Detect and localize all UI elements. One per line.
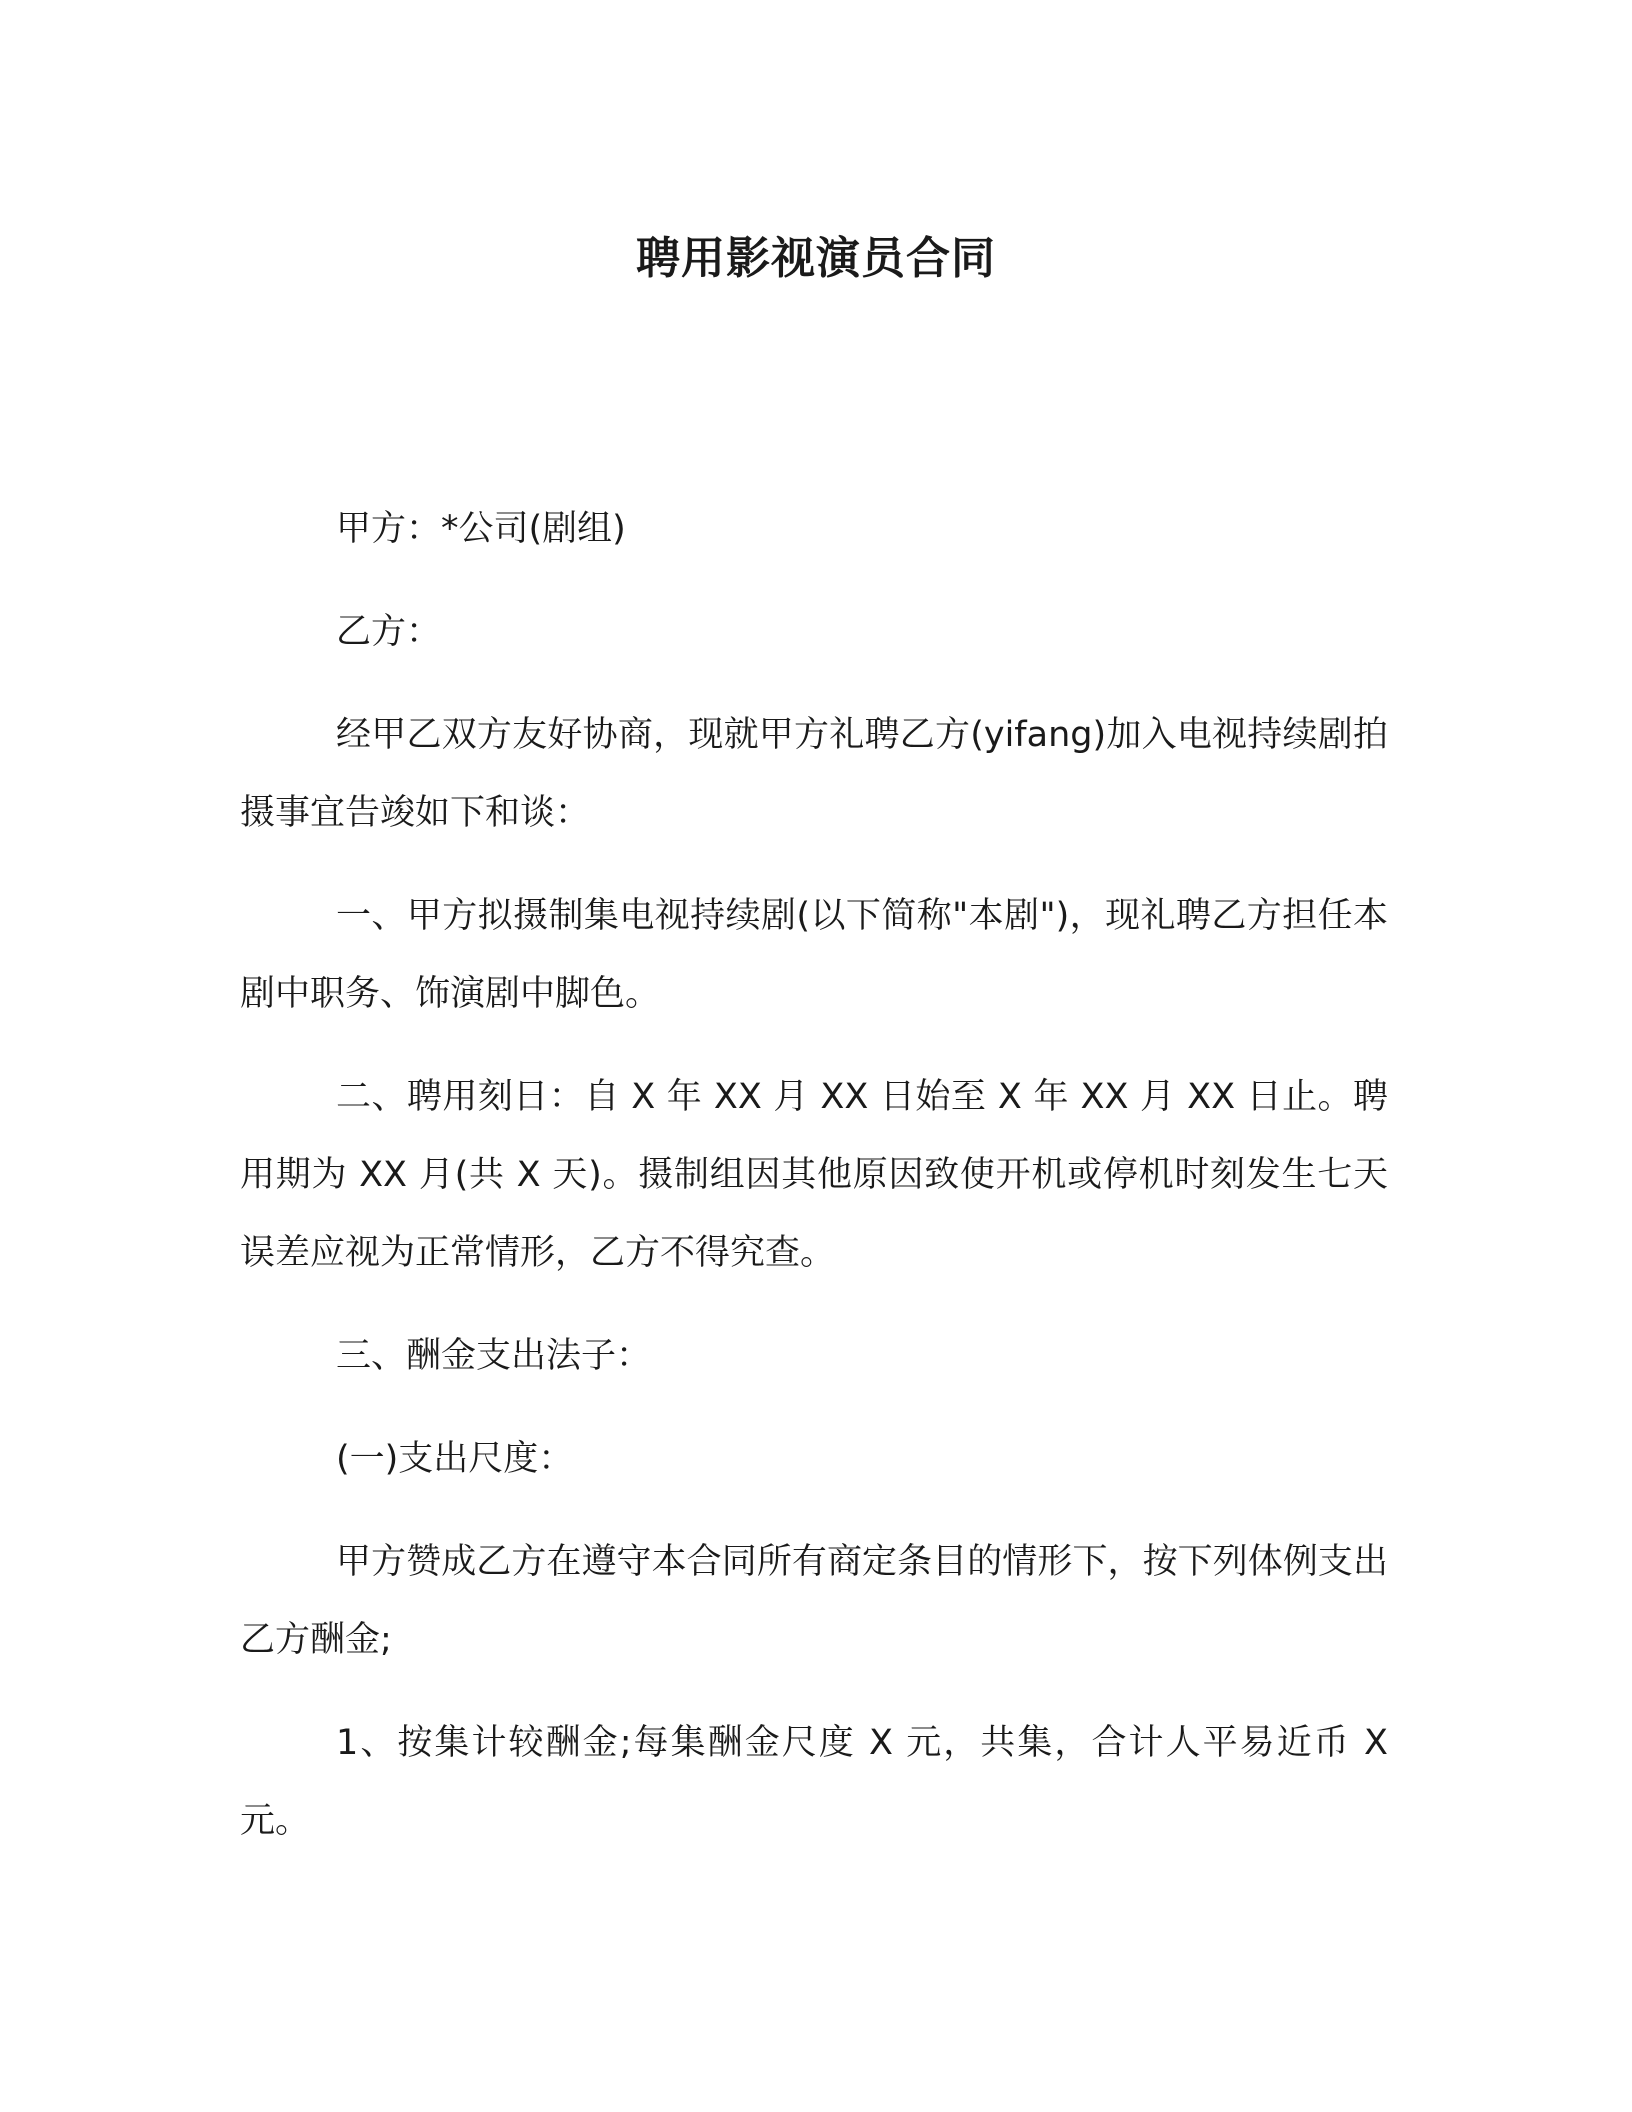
clause-2-paragraph: 二、聘用刻日：自 X 年 XX 月 XX 日始至 X 年 XX 月 XX 日止。聘用期为 XX 月(共 X 天)。摄制组因其他原因致使开机或停机时刻发生七天误差应视为正常情形，乙方不得究查。 — [240, 1077, 1388, 1273]
party-b-line: 乙方： — [336, 612, 442, 652]
document-body — [240, 490, 1388, 1885]
payment-item-1-paragraph: 1、按集计较酬金;每集酬金尺度 X 元，共集，合计人平易近币 X 元。 — [240, 1723, 1388, 1841]
payment-terms-paragraph: 甲方赞成乙方在遵守本合同所有商定条目的情形下，按下列体例支出乙方酬金; — [240, 1542, 1388, 1660]
clause-3-1-heading: (一)支出尺度： — [336, 1439, 574, 1479]
party-a-line: 甲方：*公司(剧组) — [336, 509, 626, 549]
preamble-paragraph: 经甲乙双方友好协商，现就甲方礼聘乙方(yifang)加入电视持续剧拍摄事宜告竣如下和谈： — [240, 715, 1388, 833]
clause-3-heading: 三、酬金支出法子： — [336, 1336, 652, 1376]
clause-1-paragraph: 一、甲方拟摄制集电视持续剧(以下简称"本剧")，现礼聘乙方担任本剧中职务、饰演剧中脚色。 — [240, 896, 1388, 1014]
document-title: 聘用影视演员合同 — [636, 233, 996, 284]
